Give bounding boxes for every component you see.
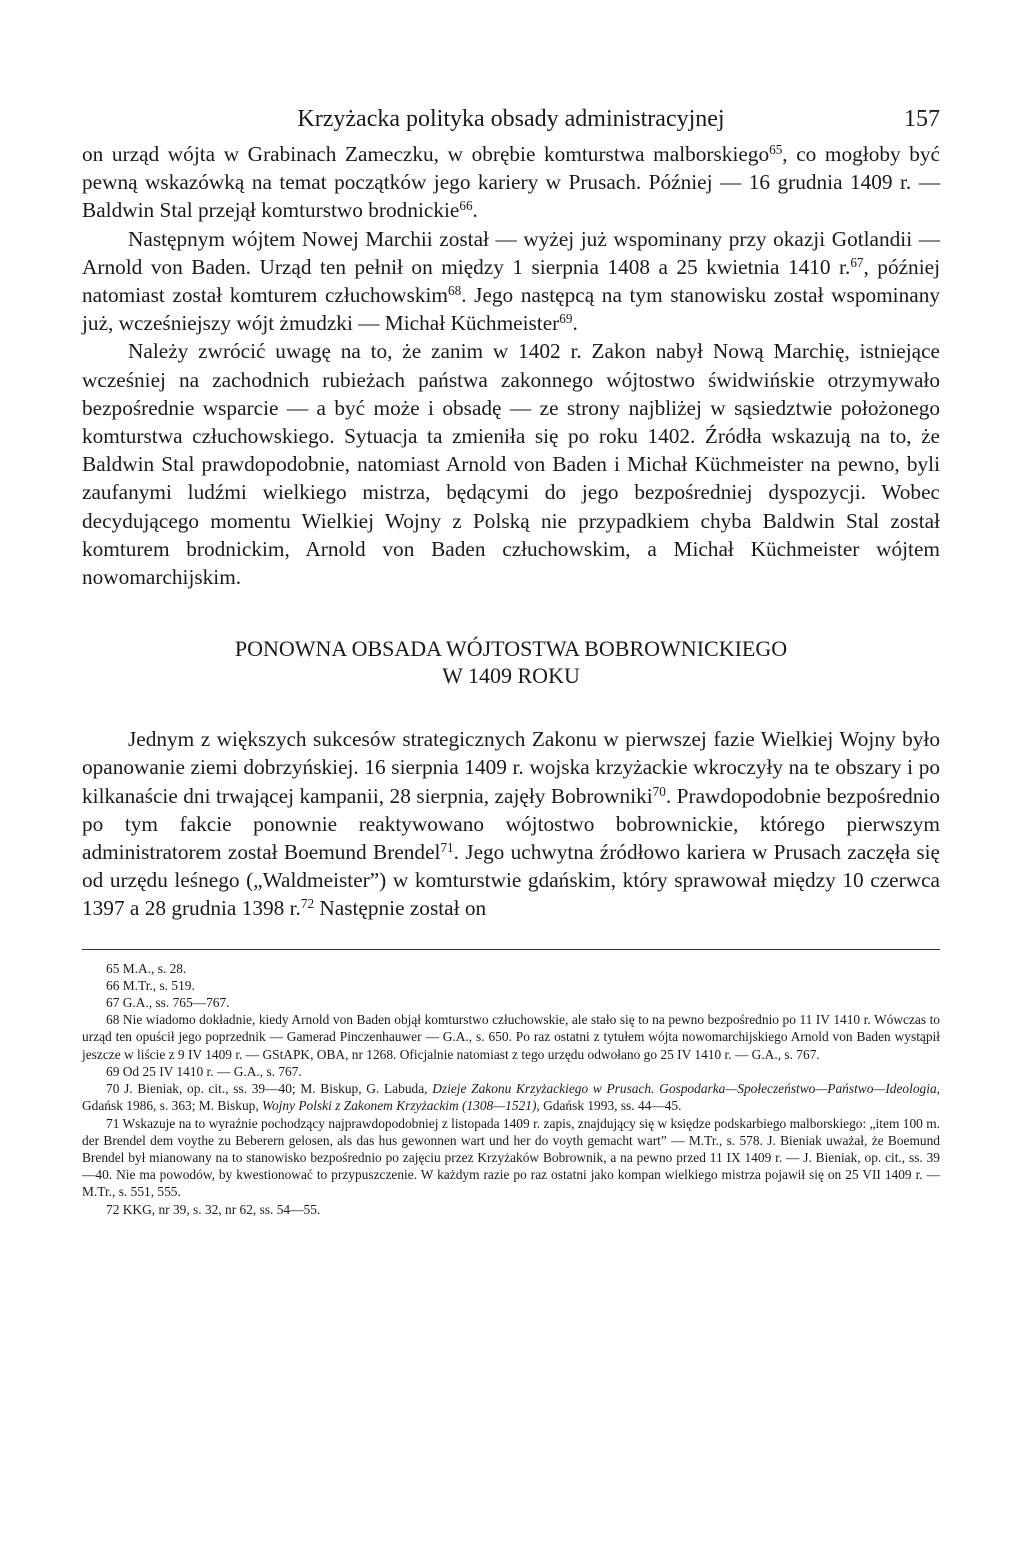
section-heading-line: PONOWNA OBSADA WÓJTOSTWA BOBROWNICKIEGO bbox=[234, 636, 788, 662]
text-run: , później natomiast został komturem człuchowskim bbox=[82, 254, 940, 308]
text-run: Należy zwrócić uwagę na to, że zanim w 1402 r. Zakon nabył Nową Marchię, istniejące wcześniej na zachodnich rubieżach państwa zakonnego wójtostwo świdwińskie otrzymywało bezpośrednie wsparcie — a być może i obsadę — ze strony najbliżej w sąsiedztwie położonego komturstwa człuchowskiego. Sytuacja ta zmieniła się po roku 1402. Źródła wskazują na to, że Baldwin Stal prawdopodobnie, natomiast Arnold von Baden i Michał Küchmeister na pewno, byli zaufanymi ludźmi wielkiego mistrza, będącymi do jego bezpośredniej dyspozycji. Wobec decydującego momentu Wielkiej Wojny z Polską nie przypadkiem chyba Baldwin Stal został komturem brodnickim, Arnold von Baden człuchowskim, a Michał Küchmeister wójtem nowomarchijskim. bbox=[82, 339, 940, 590]
running-head bbox=[82, 100, 940, 140]
footnote-ref: 72 bbox=[300, 896, 315, 912]
text-run: . Jego uchwytna źródłowo kariera w Prusach zaczęła się od urzędu leśnego („Waldmeister”) w komturstwie gdańskim, który sprawował między 10 czerwca 1397 a 28 grudnia 1398 r. bbox=[82, 840, 940, 921]
text-run: Jednym z większych sukcesów strategicznych Zakonu w pierwszej fazie Wielkiej Wojny było opanowanie ziemi dobrzyńskiej. 16 sierpnia 1409 r. wojska krzyżackie wkroczyły na te obszary i po kilkanaście dni trwającej kampanii, 28 sierpnia, zajęły Bobrowniki bbox=[82, 727, 940, 808]
footnote bbox=[82, 977, 940, 994]
text-run: 71 Wskazuje na to wyraźnie pochodzący najprawdopodobniej z listopada 1409 r. zapis, znajdujący się w księdze podskarbiego malborskiego: „item 100 m. der Brendel dem voythe zu Beberern gelosen, als das hus gewonnen wart und her do voyth gemacht wart” — M.Tr., s. 578. J. Bieniak uważał, że Boemund Brendel był mianowany na to stanowisko bezpośrednio po zajęciu przez Krzyżaków Bobrownik, a na pewno przed 11 IX 1409 r. — J. Bieniak, op. cit., ss. 39—40. Nie ma powodów, by kwestionować to przypuszczenie. W każdym razie po raz ostatni jako kompan wielkiego mistrza pojawił się on 25 VII 1409 r. — M.Tr., s. 551, 555. bbox=[82, 1115, 940, 1200]
text-run: . Jego następcą na tym stanowisku został wspominany już, wcześniejszy wójt żmudzki — Michał Küchmeister bbox=[82, 283, 940, 336]
footnote bbox=[82, 1063, 940, 1080]
paragraph bbox=[82, 725, 940, 922]
text-run: , Gdańsk 1993, ss. 44—45. bbox=[536, 1098, 682, 1114]
footnote bbox=[82, 1115, 940, 1201]
italic-title: Dzieje Zakonu Krzyżackiego w Prusach. Gospodarka—Społeczeństwo—Państwo—Ideologia bbox=[432, 1081, 937, 1097]
section-heading bbox=[82, 635, 940, 689]
footnote bbox=[82, 960, 940, 977]
footnote-separator bbox=[82, 949, 940, 950]
body-text-upper bbox=[82, 140, 940, 591]
footnote-ref: 67 bbox=[850, 254, 864, 270]
text-run: 72 KKG, nr 39, s. 32, nr 62, ss. 54—55. bbox=[106, 1201, 321, 1217]
text-run: 69 Od 25 IV 1410 r. — G.A., s. 767. bbox=[106, 1063, 302, 1079]
section-heading-line: W 1409 ROKU bbox=[442, 663, 580, 689]
text-run: 68 Nie wiadomo dokładnie, kiedy Arnold von Baden objął komturstwo człuchowskie, ale stało się to na pewno bezpośrednio po 11 IV 1410 r. Wówczas to urząd ten opuścił jego poprzednik — Gamerad Pinczenhauwer — G.A., s. 650. Po raz ostatni z tytułem wójta nowomarchijskiego Arnold von Baden wystąpił jeszcze w liście z 9 IV 1409 r. — GStAPK, OBA, nr 1268. Oficjalnie natomiast z tego urzędu odwołano go 25 IV 1410 r. — G.A., s. 767. bbox=[82, 1012, 940, 1062]
running-title: Krzyżacka polityka obsady administracyjnej bbox=[297, 106, 725, 132]
text-run: . Prawdopodobnie bezpośrednio po tym fakcie ponownie reaktywowano wójtostwo bobrownickie, którego pierwszym administratorem został Boemund Brendel bbox=[82, 783, 940, 865]
text-run: 65 M.A., s. 28. bbox=[106, 960, 187, 976]
text-run: 67 G.A., ss. 765—767. bbox=[106, 995, 230, 1011]
paragraph bbox=[82, 337, 940, 591]
footnote-ref: 70 bbox=[652, 783, 666, 799]
footnote-ref: 66 bbox=[459, 198, 473, 214]
footnote-ref: 65 bbox=[769, 141, 783, 157]
footnote-ref: 68 bbox=[448, 282, 462, 298]
footnote bbox=[82, 1201, 940, 1218]
paragraph bbox=[82, 140, 940, 225]
page-number: 157 bbox=[904, 106, 940, 132]
text-run: 70 J. Bieniak, op. cit., ss. 39—40; M. Biskup, G. Labuda, bbox=[106, 1081, 433, 1097]
body-text-lower bbox=[82, 725, 940, 922]
text-run: , Gdańsk 1986, s. 363; M. Biskup, bbox=[82, 1081, 940, 1114]
text-run: Następnie został on bbox=[314, 896, 487, 921]
text-run: 66 M.Tr., s. 519. bbox=[106, 977, 195, 993]
text-run: . bbox=[472, 198, 478, 223]
footnote bbox=[82, 1011, 940, 1063]
paragraph bbox=[82, 225, 940, 338]
footnotes bbox=[82, 960, 940, 1218]
text-run: . bbox=[572, 311, 578, 336]
text-run: on urząd wójta w Grabinach Zameczku, w obrębie komturstwa malborskiego bbox=[82, 142, 770, 166]
footnote-ref: 69 bbox=[559, 310, 573, 326]
footnote-ref: 71 bbox=[440, 839, 454, 855]
footnote bbox=[82, 994, 940, 1011]
text-run: , co mogłoby być pewną wskazówką na temat początków jego kariery w Prusach. Później — 16 grudnia 1409 r. — Baldwin Stal przejął komturstwo brodnickie bbox=[82, 142, 940, 223]
text-run: Następnym wójtem Nowej Marchii został — wyżej już wspominany przy okazji Gotlandii — Arnold von Baden. Urząd ten pełnił on między 1 sierpnia 1408 a 25 kwietnia 1410 r. bbox=[82, 226, 940, 279]
italic-title: Wojny Polski z Zakonem Krzyżackim (1308—1521) bbox=[262, 1098, 537, 1114]
footnote bbox=[82, 1080, 940, 1114]
book-page bbox=[82, 100, 940, 1218]
